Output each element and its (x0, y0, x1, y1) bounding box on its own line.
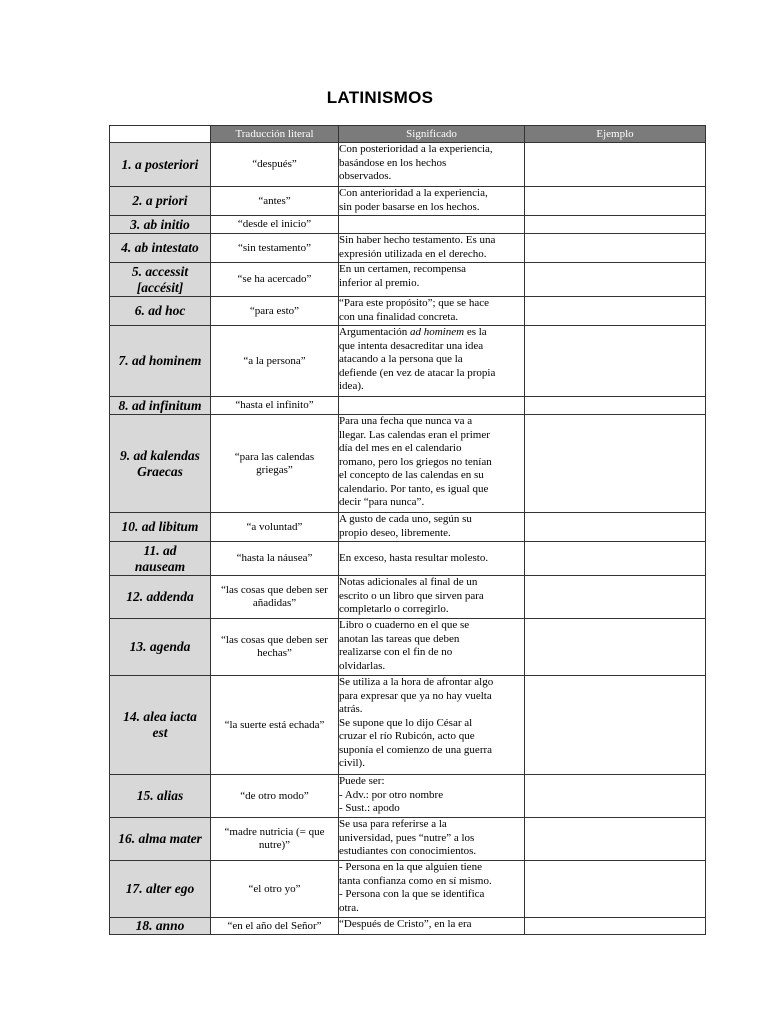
meaning-cell: Se usa para referirse a la universidad, pues “nutre” a los estudiantes con conocimientos. (339, 818, 525, 861)
literal-cell: “en el año del Señor” (211, 918, 339, 935)
table-row (110, 263, 706, 297)
meaning-cell: En un certamen, recompensa inferior al premio. (339, 263, 525, 297)
meaning-cell: “Para este propósito”; que se hace con una finalidad concreta. (339, 297, 525, 326)
example-cell (525, 143, 706, 187)
literal-cell: “para esto” (211, 297, 339, 326)
header-literal: Traducción literal (211, 126, 339, 143)
literal-cell: “desde el inicio” (211, 216, 339, 234)
table-header-row (110, 126, 706, 143)
term-cell: 16. alma mater (110, 818, 211, 861)
meaning-cell: Con posterioridad a la experiencia, basándose en los hechos observados. (339, 143, 525, 187)
example-cell (525, 397, 706, 415)
meaning-cell: A gusto de cada uno, según su propio deseo, libremente. (339, 513, 525, 542)
example-cell (525, 542, 706, 576)
literal-cell: “el otro yo” (211, 861, 339, 918)
table-row (110, 513, 706, 542)
term-cell: 13. agenda (110, 619, 211, 676)
example-cell (525, 216, 706, 234)
literal-cell: “antes” (211, 187, 339, 216)
table-row (110, 775, 706, 818)
meaning-text: Argumentación (339, 326, 410, 338)
meaning-cell (339, 216, 525, 234)
literal-cell: “las cosas que deben ser hechas” (211, 619, 339, 676)
literal-cell: “a la persona” (211, 326, 339, 397)
example-cell (525, 297, 706, 326)
example-cell (525, 234, 706, 263)
term-cell: 3. ab initio (110, 216, 211, 234)
meaning-text: es la que intenta desacreditar una idea atacando a la persona que la defiende (en vez de atacar la propia idea). (339, 326, 496, 392)
term-cell: 18. anno (110, 918, 211, 935)
meaning-cell: Sin haber hecho testamento. Es una expresión utilizada en el derecho. (339, 234, 525, 263)
literal-cell: “hasta la náusea” (211, 542, 339, 576)
literal-cell: “hasta el infinito” (211, 397, 339, 415)
page-title: LATINISMOS (326, 88, 434, 107)
table-row (110, 187, 706, 216)
table-row (110, 397, 706, 415)
meaning-cell: Con anterioridad a la experiencia, sin poder basarse en los hechos. (339, 187, 525, 216)
meaning-emphasis: ad hominem (409, 326, 465, 338)
literal-cell: “después” (211, 143, 339, 187)
term-cell: 14. alea iacta est (110, 676, 211, 775)
meaning-cell: En exceso, hasta resultar molesto. (339, 542, 525, 576)
table-row (110, 918, 706, 935)
example-cell (525, 326, 706, 397)
term-cell: 6. ad hoc (110, 297, 211, 326)
literal-cell: “a voluntad” (211, 513, 339, 542)
term-cell: 8. ad infinitum (110, 397, 211, 415)
literal-cell: “madre nutricia (= que nutre)” (211, 818, 339, 861)
table-row (110, 542, 706, 576)
literal-cell: “la suerte está echada” (211, 676, 339, 775)
literal-cell: “sin testamento” (211, 234, 339, 263)
meaning-cell: Para una fecha que nunca va a llegar. Las calendas eran el primer día del mes en el calendario romano, pero los griegos no tenían el concepto de las calendas en su calendario. Por tanto, es igual que decir “para nunca”. (339, 415, 525, 513)
term-cell: 15. alias (110, 775, 211, 818)
table-row (110, 297, 706, 326)
example-cell (525, 619, 706, 676)
meaning-cell: - Persona en la que alguien tiene tanta confianza como en sí mismo. - Persona con la que se identifica otra. (339, 861, 525, 918)
meaning-cell: Notas adicionales al final de un escrito o un libro que sirven para completarlo o corregirlo. (339, 576, 525, 619)
table-row (110, 234, 706, 263)
example-cell (525, 415, 706, 513)
header-blank-cell (110, 126, 211, 143)
literal-cell: “se ha acercado” (211, 263, 339, 297)
literal-cell: “de otro modo” (211, 775, 339, 818)
table-row (110, 216, 706, 234)
term-cell: 5. accessit [accésit] (110, 263, 211, 297)
example-cell (525, 576, 706, 619)
table-row (110, 143, 706, 187)
example-cell (525, 775, 706, 818)
term-cell: 11. ad nauseam (110, 542, 211, 576)
header-example: Ejemplo (525, 126, 706, 143)
meaning-cell (339, 326, 525, 397)
term-cell: 10. ad libitum (110, 513, 211, 542)
table-row (110, 326, 706, 397)
literal-cell: “las cosas que deben ser añadidas” (211, 576, 339, 619)
term-cell: 9. ad kalendas Graecas (110, 415, 211, 513)
example-cell (525, 263, 706, 297)
term-cell: 7. ad hominem (110, 326, 211, 397)
example-cell (525, 861, 706, 918)
example-cell (525, 676, 706, 775)
term-cell: 1. a posteriori (110, 143, 211, 187)
header-meaning: Significado (339, 126, 525, 143)
example-cell (525, 918, 706, 935)
meaning-cell (339, 397, 525, 415)
term-cell: 12. addenda (110, 576, 211, 619)
example-cell (525, 513, 706, 542)
term-cell: 4. ab intestato (110, 234, 211, 263)
table-row (110, 415, 706, 513)
example-cell (525, 818, 706, 861)
table-row (110, 676, 706, 775)
table-row (110, 861, 706, 918)
term-cell: 17. alter ego (110, 861, 211, 918)
meaning-cell: Puede ser: - Adv.: por otro nombre - Sust.: apodo (339, 775, 525, 818)
latinisms-table (109, 125, 706, 935)
meaning-cell: “Después de Cristo”, en la era (339, 918, 525, 935)
table-row (110, 576, 706, 619)
example-cell (525, 187, 706, 216)
meaning-cell: Libro o cuaderno en el que se anotan las tareas que deben realizarse con el fin de no olvidarlas. (339, 619, 525, 676)
table-row (110, 818, 706, 861)
table-row (110, 619, 706, 676)
literal-cell: “para las calendas griegas” (211, 415, 339, 513)
term-cell: 2. a priori (110, 187, 211, 216)
meaning-cell: Se utiliza a la hora de afrontar algo para expresar que ya no hay vuelta atrás. Se supone que lo dijo César al cruzar el río Rubicón, acto que suponía el comienzo de una guerra civil). (339, 676, 525, 775)
